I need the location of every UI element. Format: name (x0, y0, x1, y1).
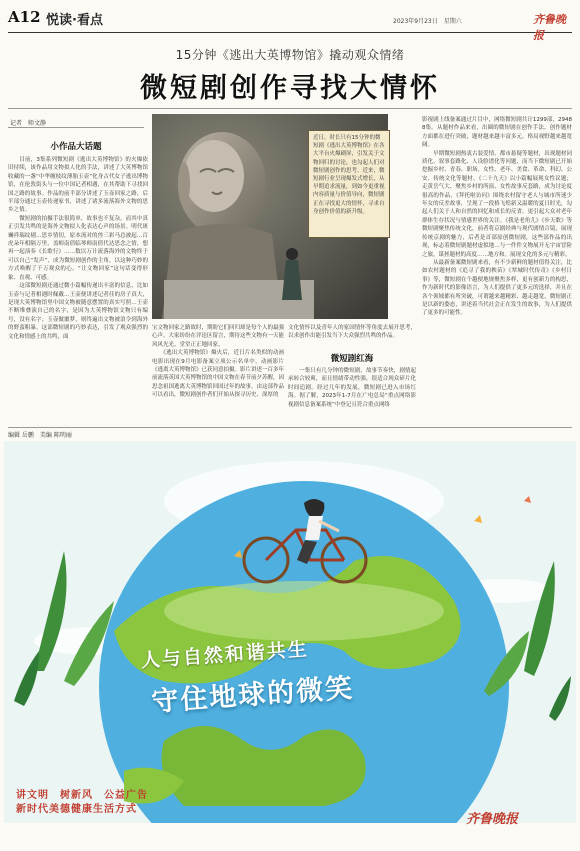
page-number: A12 (8, 8, 41, 26)
section-title: 悦读·看点 (46, 13, 103, 28)
newspaper-logo: 齐鲁晚报 (533, 13, 566, 42)
article-column-4: 影视剧上线备案通过片目中，网络微短剧共计1299部，29488集。从题材作品来看，出圈的微短剧在创作手法、创作题材方面都在进行突破，题材越来越丰富多元，格局视野越来越宽阔。 早期微短剧热衷古装爱情、都市悬疑等题材，出现题材同质化、叙事套路化、人设脸谱化等问题，而当下微短剧已开始挖掘乡村、青春、职场、女性、老年、美食、革命、科幻、公安、传统文化等题材。《二十九天》以小篇幅展现女性议题；走黄岳气大、聚焦乡村的所演、女性故事反套路，成为讨论度很高的作品，《拜托啦访问》围绕农村留守老人与城市所迷少年女的反差故事，呈现了一段格飞煌新又温暖的夏日时光，勾起人们关于人和自然的回忆和成长的反省。更引起大众对老年群体生存状况与情感世界的关注。《我是老角儿》《步天歌》等微短剧聚焦传统文化，前者将京剧经典与现代剧情合镜，展现传统京剧的魅力，后者是首部原创微短剧，这些部作品的出现，标志着微短剧题材虚拟地…与一件件文物展开无宇宙冒险之旅，谋拯题材的高度……地方和。展现文化的多元与精彩。 从最新备案微短剧来看，有不少新鲜的题材值得关注，比如农村题材的《追寻了我的秧苗》《翠城时代传奇》《乡村日事》等，微短剧在个越便地规聚焦多样，更有创新力的构思，作为新时代的影像语言，为人们提供了更多元的选择，并且在各个领域都有所突破，可谓越来越精彩、越走越宽，微短剧正是以新的姿态，讲述着当代社会正在发生的故事，为人们提供了更多的可能性。 (422, 117, 572, 317)
ad-footer-line-1: 讲文明 树新风 公益广告 (16, 790, 148, 801)
byline: 记者 师文静 (10, 120, 47, 127)
earth-bicycle-illustration (4, 441, 576, 823)
byline-divider (8, 127, 144, 128)
ad-footer-line-2: 新时代美德健康生活方式 (16, 804, 137, 815)
article-subhead: 15分钟《逃出大英博物馆》撬动观众情绪 (175, 48, 405, 62)
page-header (8, 6, 572, 42)
article-column-1: 目前，3集系列微短剧《逃出大英博物馆》的火爆依旧持续，该作品用文物拟人化的手法，讲述了大英博物馆收藏的一盏“中华缠枝纹薄胎玉壶”化身古代女子逃出博物馆，在伦敦街头与一位中国记者相遇，在其帮助下寻找回国之路的故事。作品的前半部分讲述了玉壶回家之路，后半部分通过玉壶传递家书，讲述了诸多流落海外文物的思乡之情。 微短剧的拍摄手法很简单，故事也不复杂，而其中真正引发共鸣的是海外文物拟人化表达心声的场景。明代斑斓祥瑞纹剔…思乡情切，原本流对的兽三彩马总被起…百虎朵年相隔万里，盖师南倩临琴师南倩代达思念之情，想再一起演奏《长歌行》……数以万计流落海外的文物终于可以自己“发声”，成为微短剧创作的主角，以这种巧妙的方式唤醒了千万观众的心。“让文物回家”这句话变得形象、直观、可感。 这部微短剧还通过微小篇幅传递出丰富的信息，比如玉壶与记者相遇时佩戴…王壶便讲述记者佳的房子真大，是现大英博物馆里中国文物被随意摆置的真实写照…王壶不断堆叠演自己的名字，是因为大英博物馆文物只有编号，没有名字；玉壶做噩梦，则终遍出文物被浪令到海外的野蛮粗暴。这部微短剧的巧妙表达，引发了观众强烈的文化和情感上的共鸣，面 (8, 157, 148, 340)
ad-newspaper-logo: 齐鲁晚报 (466, 812, 519, 827)
article-bottom-divider (8, 427, 572, 428)
photo-caption: 近日，时长只有15分钟的微短剧《逃出大英博物馆》在各大平台火爆刷屏，引发关于文物回归的讨论，也勾起人们对微短剧创作的思考。近来，微短剧行业呈现爆发式增长，从早期追求流量，到如今更重视内容质量与价值导向，微短剧正在寻找更大的情怀，寻求自身创作价值的新升级。 (308, 130, 390, 238)
article-column-3: 一集只有几分钟的微短剧，故事节奏快，剧情起承转合较爽，而且情绪带动性强，很适合现众碎片化时间追剧。经过几年的发展，微短剧已进入市场红海。据了解，2023年1-7月在广电总局“重点网络影视剧信息备案系统”中登记且符合重点网络 (288, 368, 416, 408)
subheading-short-drama-red-sea: 微短剧红海 (330, 354, 374, 364)
editor-credits: 编辑 岳鹏 美编 陈明丽 (8, 432, 72, 439)
subheading-small-work: 小作品大话题 (50, 142, 102, 152)
article-headline: 微短剧创作寻找大情怀 (140, 73, 440, 104)
article-column-2: 宝文物回家之路故时，期盼它们回归却是每个人的最强心声。大家纷纷在评论区留言，期待这些文物有一天能风风光光、堂堂正正地回家。 《逃出大英博物馆》爆火后，近日片名类似的动画电影出现在9月电影备案立项公示名单中，动画影片《逃离大英博物馆》已获同意拍摄。影片讲述一百多年前流落英国大英博物馆的中国文物在春节前夕苏醒，因思念祖国逃离大英博物馆回国过年的故事。由这部作品可以看出，微短剧创作者们开始从探寻历史、深厚的 (152, 325, 284, 399)
ad-title: 守住地球的微笑 (150, 672, 356, 718)
title-divider (8, 108, 572, 109)
issue-date: 2023年9月23日 星期六 (393, 18, 462, 25)
public-service-ad (4, 441, 576, 823)
article-column-3-top: 文化情怀以及青年人的家国情怀等角度去展开思考，以求创作出能引发当下大众强烈共鸣的作品。 (288, 325, 416, 340)
ad-slogan: 人与自然和谐共生 (140, 638, 310, 672)
